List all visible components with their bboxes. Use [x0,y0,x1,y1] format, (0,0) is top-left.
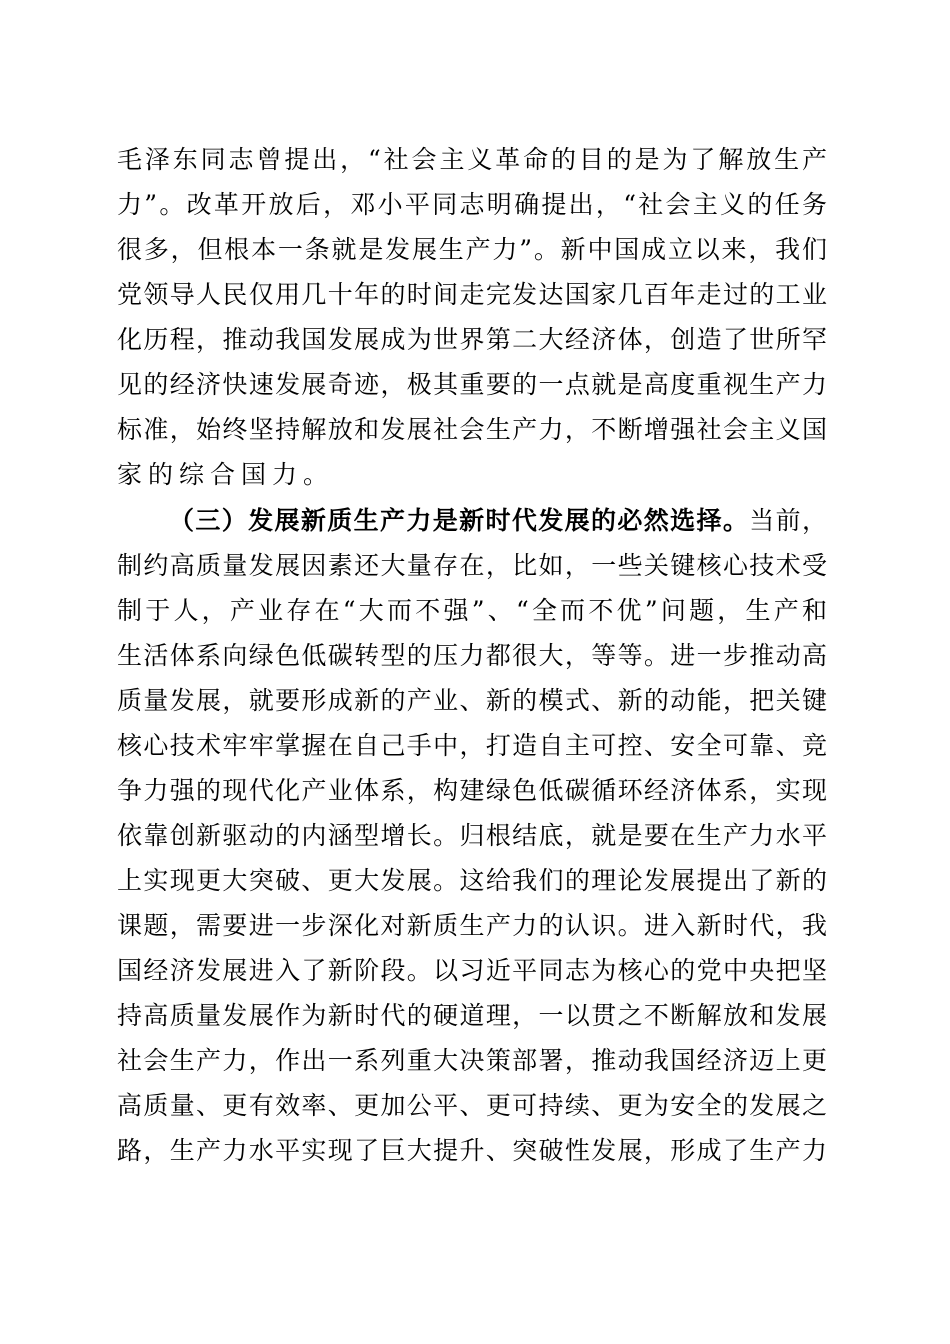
body-text-line: 国经济发展进入了新阶段。以习近平同志为核心的党中央把坚 [117,956,827,985]
body-text-line: 很多，但根本一条就是发展生产力”。新中国成立以来，我们 [117,235,827,264]
body-text-line: 社会生产力，作出一系列重大决策部署，推动我国经济迈上更 [117,1046,827,1075]
body-text-line: 上实现更大突破、更大发展。这给我们的理论发展提出了新的 [117,866,827,895]
section-heading-line [169,499,827,543]
body-text-line: 制于人，产业存在“大而不强”、“全而不优”问题，生产和 [117,596,827,625]
body-text-line: 依靠创新驱动的内涵型增长。归根结底，就是要在生产力水平 [117,821,827,850]
body-text-line: 标准，始终坚持解放和发展社会生产力，不断增强社会主义国 [117,415,827,444]
body-text-line: 力”。改革开放后，邓小平同志明确提出，“社会主义的任务 [117,190,827,219]
body-text-line: 化历程，推动我国发展成为世界第二大经济体，创造了世所罕 [117,325,827,354]
body-text-line: 课题，需要进一步深化对新质生产力的认识。进入新时代，我 [117,911,827,940]
body-text-line: 争力强的现代化产业体系，构建绿色低碳循环经济体系，实现 [117,776,827,805]
body-text-line: 持高质量发展作为新时代的硬道理，一以贯之不断解放和发展 [117,1001,827,1030]
body-text-line: 质量发展，就要形成新的产业、新的模式、新的动能，把关键 [117,686,827,715]
body-text-line: 毛泽东同志曾提出，“社会主义革命的目的是为了解放生产 [117,145,827,174]
body-text-fragment: 当前， [749,506,827,535]
body-text-line: 生活体系向绿色低碳转型的压力都很大，等等。进一步推动高 [117,641,827,670]
body-text-line: 高质量、更有效率、更加公平、更可持续、更为安全的发展之 [117,1091,827,1120]
body-text-line: 见的经济快速发展奇迹，极其重要的一点就是高度重视生产力 [117,370,827,399]
section-heading: （三）发展新质生产力是新时代发展的必然选择。 [169,506,750,535]
body-text-line: 核心技术牢牢掌握在自己手中，打造自主可控、安全可靠、竞 [117,731,827,760]
body-text-line: 制约高质量发展因素还大量存在，比如，一些关键核心技术受 [117,551,827,580]
body-text-line: 路，生产力水平实现了巨大提升、突破性发展，形成了生产力 [117,1136,827,1165]
body-text-line: 党领导人民仅用几十年的时间走完发达国家几百年走过的工业 [117,280,827,309]
body-text-line: 家的综合国力。 [117,460,335,489]
